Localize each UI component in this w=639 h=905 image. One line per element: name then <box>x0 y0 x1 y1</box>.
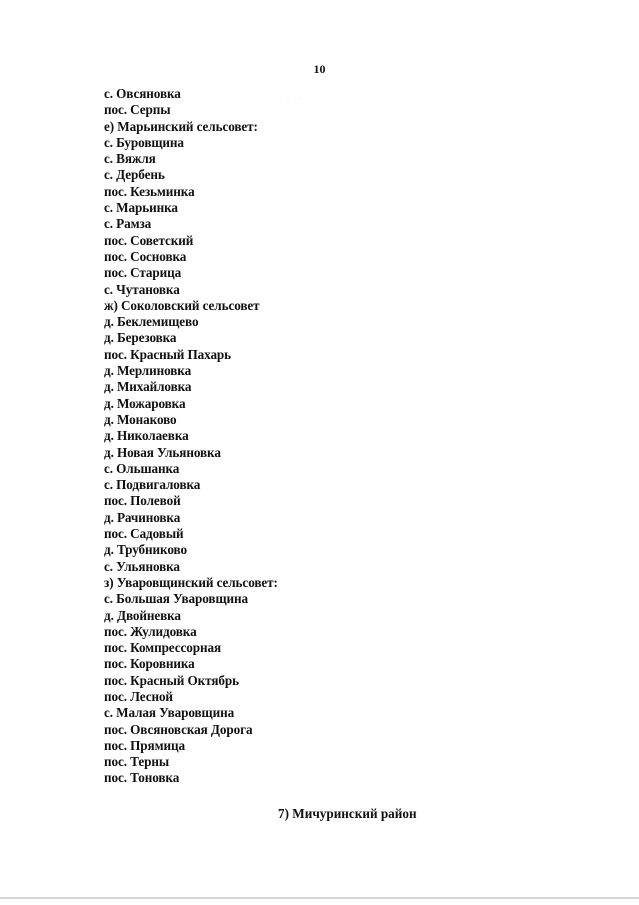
list-item: с. Подвигаловка <box>104 477 201 493</box>
list-item: д. Новая Ульяновка <box>104 444 221 460</box>
list-item: пос. Серпы <box>104 102 171 118</box>
list-item: с. Дербень <box>104 167 165 183</box>
list-item: с. Большая Уваровщина <box>104 591 248 607</box>
list-item: пос. Жулидовка <box>104 623 197 639</box>
list-item: пос. Овсяновская Дорога <box>104 721 253 737</box>
list-item: д. Трубниково <box>104 542 187 558</box>
list-item: с. Овсяновка <box>104 86 181 101</box>
list-item: е) Марьинский сельсовет: <box>104 118 258 134</box>
list-item: д. Мерлиновка <box>104 363 192 379</box>
list-item: д. Беклемищево <box>104 314 199 330</box>
list-item: пос. Сосновка <box>104 248 187 264</box>
list-item: с. Буровщина <box>104 134 184 150</box>
list-item: ж) Соколовский сельсовет <box>104 297 260 313</box>
list-item: д. Рачиновка <box>104 509 181 525</box>
page-number: 10 <box>313 62 326 76</box>
list-item: с. Рамза <box>104 216 152 232</box>
scan-edge-line <box>0 897 639 899</box>
list-item: с. Ульяновка <box>104 558 180 574</box>
list-item: д. Михайловка <box>104 379 192 395</box>
list-item: д. Николаевка <box>104 428 189 444</box>
list-item: пос. Красный Октябрь <box>104 672 239 688</box>
list-item: с. Ольшанка <box>104 460 180 476</box>
list-item: д. Березовка <box>104 330 177 346</box>
scan-specks: · · <box>287 96 305 102</box>
settlement-list <box>104 86 278 787</box>
list-item: д. Монаково <box>104 411 177 427</box>
list-item: пос. Красный Пахарь <box>104 346 232 362</box>
list-item: с. Малая Уваровщина <box>104 705 235 721</box>
list-item: пос. Компрессорная <box>104 640 221 656</box>
list-item: пос. Терны <box>104 754 170 770</box>
list-item: пос. Советский <box>104 232 194 248</box>
list-item: пос. Коровника <box>104 656 195 672</box>
list-item: пос. Прямица <box>104 737 185 753</box>
list-item: с. Вяжля <box>104 151 156 167</box>
list-item: с. Чутановка <box>104 281 180 297</box>
list-item: пос. Лесной <box>104 688 173 704</box>
list-item: с. Марьинка <box>104 200 178 216</box>
list-item: пос. Старица <box>104 265 182 281</box>
list-item: з) Уваровщинский сельсовет: <box>104 574 278 590</box>
list-item: пос. Кезьминка <box>104 183 195 199</box>
section-heading: 7) Мичуринский район <box>278 806 417 821</box>
list-item: д. Можаровка <box>104 395 186 411</box>
list-item: пос. Садовый <box>104 526 184 542</box>
list-item: пос. Полевой <box>104 493 181 509</box>
list-item: пос. Тоновка <box>104 770 180 786</box>
list-item: д. Двойневка <box>104 607 181 623</box>
